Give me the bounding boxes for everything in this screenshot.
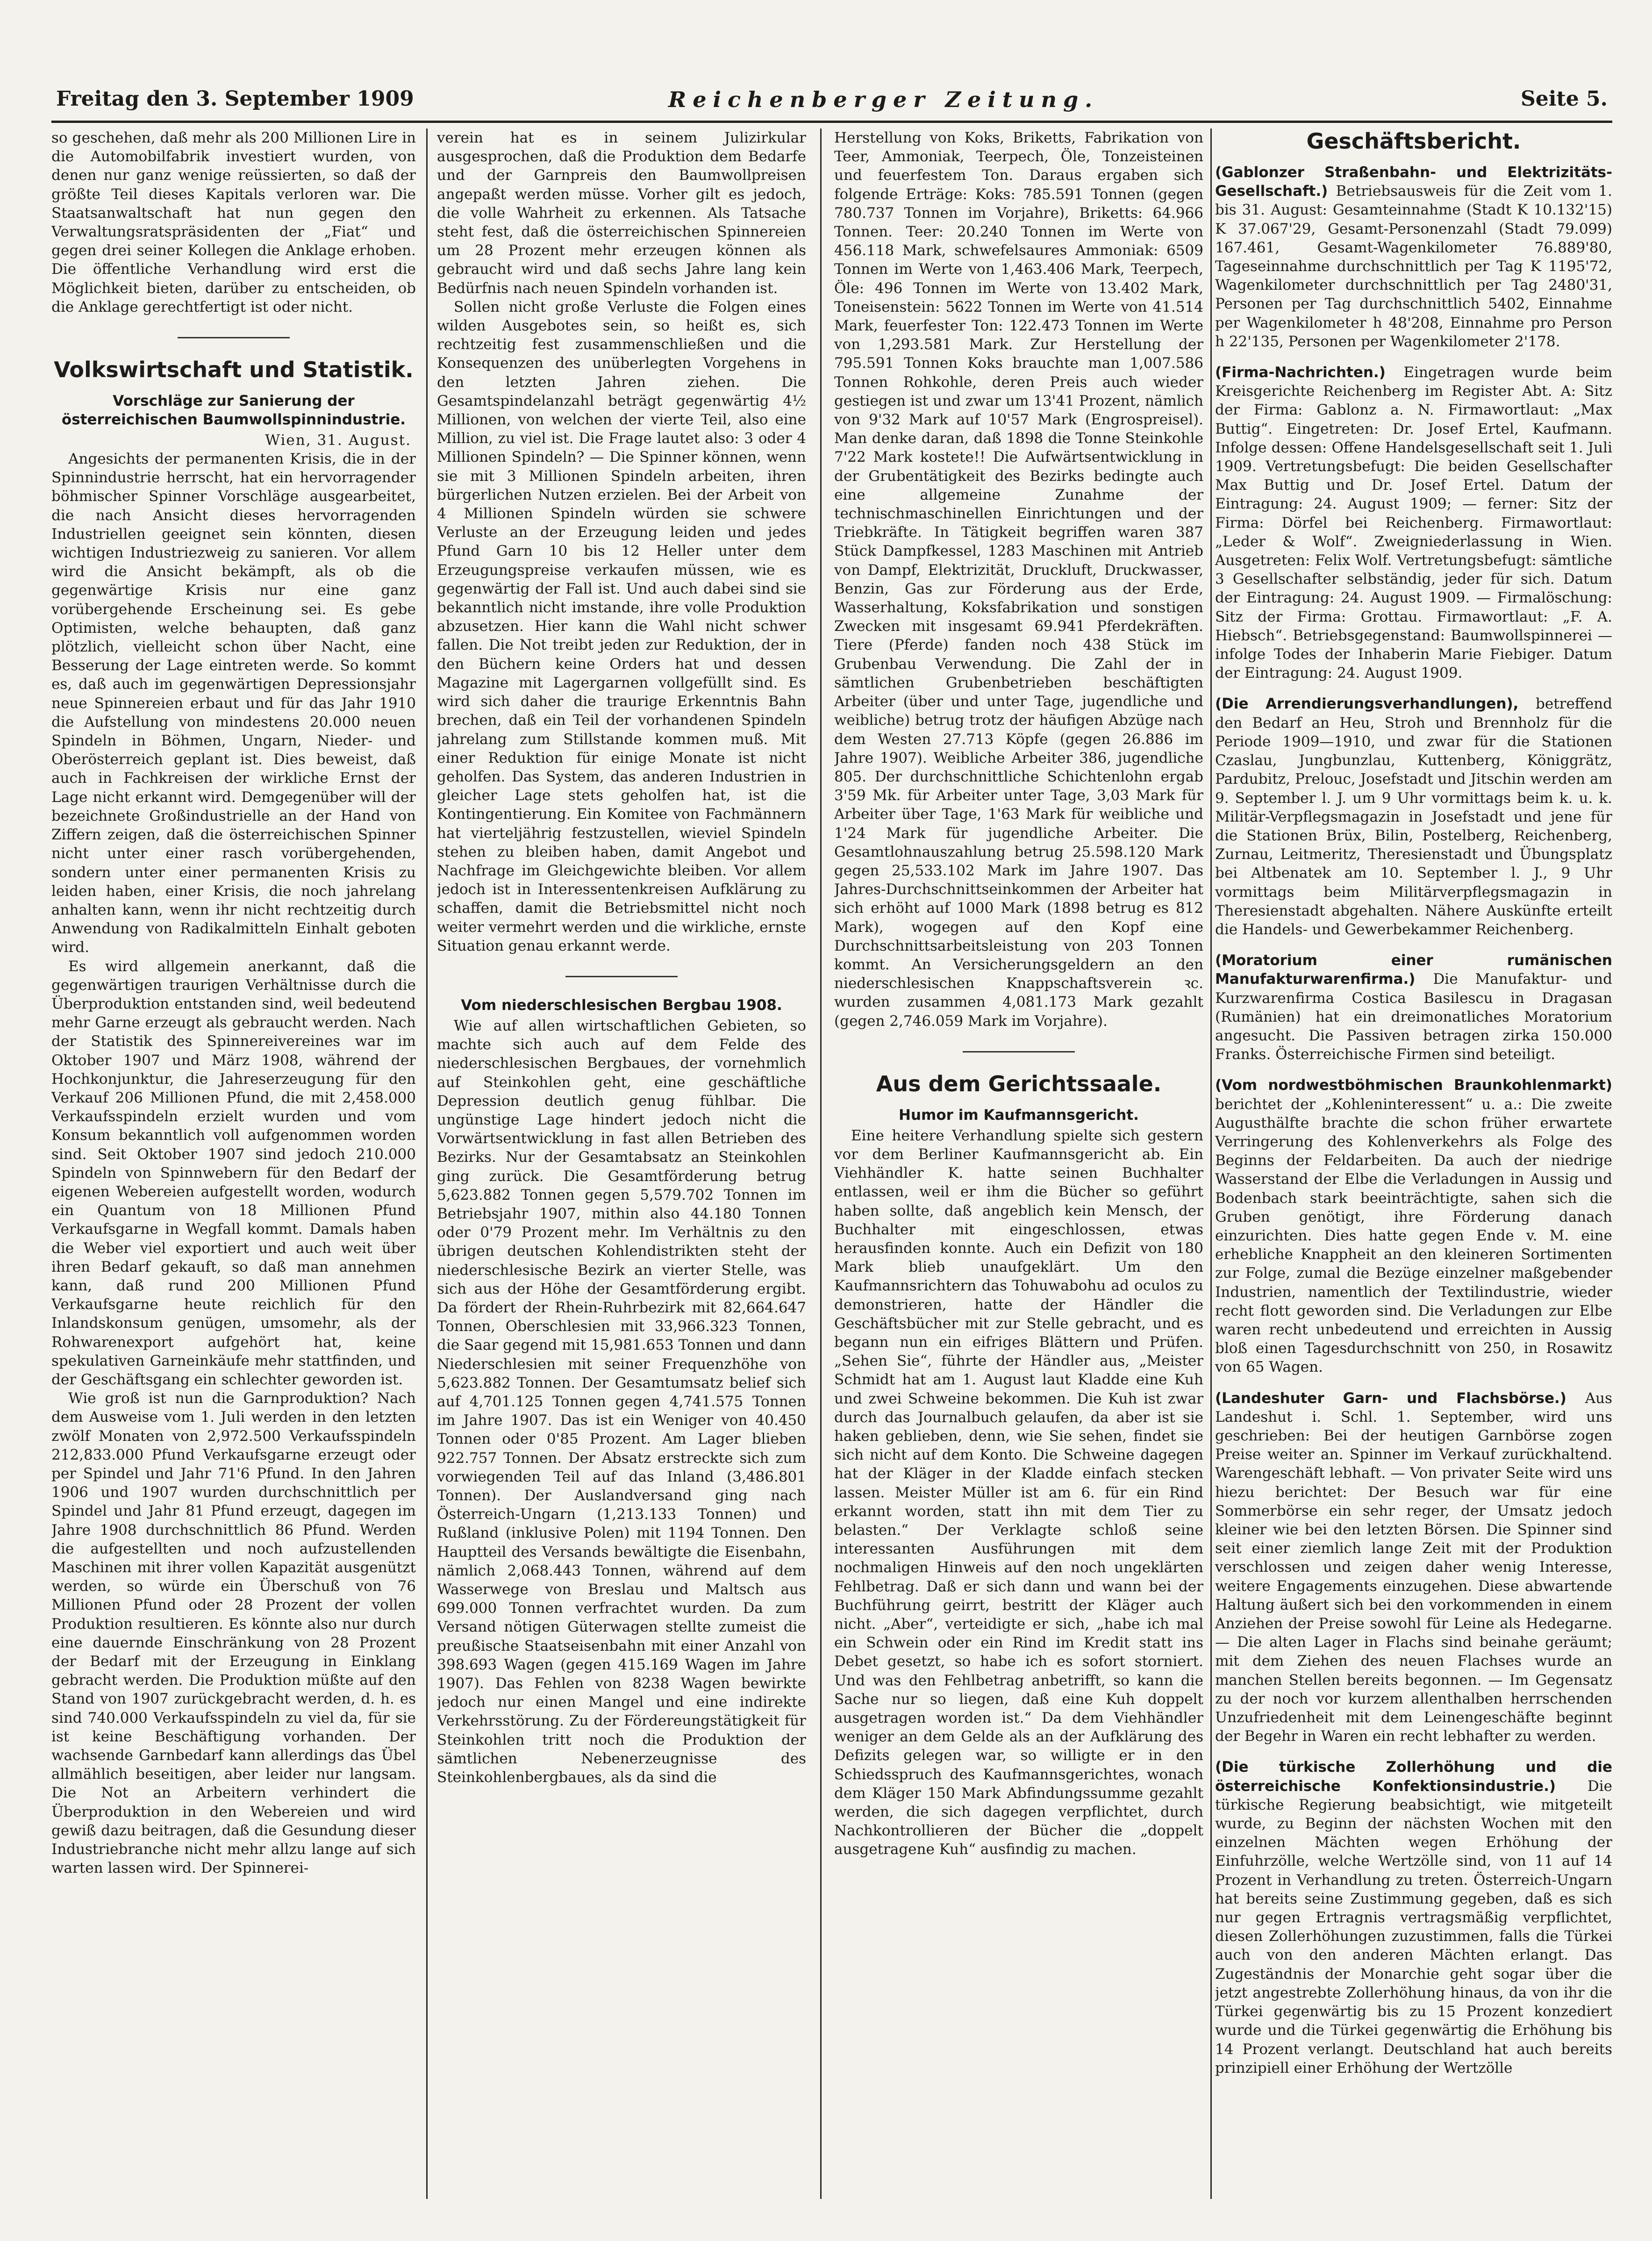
entry-body: Aus Landeshut i. Schl. 1. September, wird uns geschrieben: Bei der heutigen Garnbörse zogen Preise weiter an. Spinner im Verkauf zurückhaltend. Warengeschäft lebhaft. — Von privater Seite wird uns hiezu berichtet: Der Besuch war für eine Sommerbörse ein sehr reger, der Umsatz jedoch kleiner wie bei den letzten Börsen. Die Spinner sind seit einer ziemlich lange Zeit mit der Produktion verschlossen und zeigen daher wenig Interesse, weitere Engagements einzugehen. Diese abwartende Haltung äußert sich bei den vorkommenden in einem Anziehen der Preise sowohl für Leine als Hedegarne. — Die alten Lager in Flachs sind beinahe geräumt; mit dem Ziehen des neuen Flachses wurde an manchen Stellen bereits begonnen. — Im Gegensatz zu der noch vor kurzem allenthalben herrschenden Unzufriedenheit mit dem Leinengeschäfte beginnt der Begehr in Waren ein recht lebhafter zu werden.: [1215, 1389, 1612, 1745]
article-paragraph: Wie auf allen wirtschaftlichen Gebieten, so machte sich auch auf dem Felde des niederschlesischen Bergbaues, der vornehmlich auf Steinkohlen geht, eine geschäftliche Depression deutlich genug fühlbar. Die ungünstige Lage hindert jedoch nicht die Vorwärtsentwicklung in fast allen Betrieben des Bezirks. Nur der Gesamtabsatz an Steinkohlen ging zurück. Die Gesamtförderung betrug 5,623.882 Tonnen gegen 5,579.702 Tonnen im Betriebsjahr 1907, mithin also 44.180 Tonnen oder 0'79 Prozent mehr. Im Verhältnis zu den übrigen deutschen Kohlendistrikten steht der niederschlesische Bezirk an vierter Stelle, was sich aus der Höhe der Gesamtförderung ergibt. Da fördert der Rhein-Ruhrbezirk mit 82,664.647 Tonnen, Oberschlesien mit 33,966.323 Tonnen, die Saar gegend mit 15,981.653 Tonnen und dann Niederschlesien mit seiner Frequenzhöhe von 5,623.882 Tonnen. Der Gesamtumsatz belief sich auf 4,701.125 Tonnen gegen 4,741.575 Tonnen im Jahre 1907. Das ist ein Weniger von 40.450 Tonnen oder 0'85 Prozent. Am Lager blieben 922.757 Tonnen. Der Absatz erstreckte sich zum vorwiegenden Teil auf das Inland (3,486.801 Tonnen). Der Auslandversand ging nach Österreich-Ungarn (1,213.133 Tonnen) und Rußland (inklusive Polen) mit 1194 Tonnen. Den Hauptteil des Versands bewältigte die Eisenbahn, nämlich 2,068.443 Tonnen, während auf dem Wasserwege von Breslau und Maltsch aus 699.000 Tonnen verfrachtet wurden. Da zum Versand nötigen Güterwagen stellte zumeist die preußische Staatseisenbahn mit einer Anzahl von 398.693 Wagen (gegen 415.169 Wagen im Jahre 1907). Das Fehlen von 8238 Wagen bewirkte jedoch nur einen Mangel und eine indirekte Verkehrsstörung. Zu der Fördereungstätigkeit für Steinkohlen tritt noch die Produktion der sämtlichen Nebenerzeugnisse des Steinkohlenbergbaues, als da sind die: [437, 1017, 806, 1786]
report-entry: [1215, 1758, 1612, 2077]
separator-rule: [963, 1051, 1075, 1052]
column-1: [51, 129, 416, 2199]
entry-body: Die Manufaktur- und Kurzwarenfirma Costica Basilescu in Dragasan (Rumänien) hat ein dreimonatliches Moratorium angesucht. Die Passiven betragen zirka 150.000 Franks. Österreichische Firmen sind beteiligt.: [1215, 971, 1612, 1063]
column-2: [437, 129, 806, 2199]
entry-heading: (Vom nordwestböhmischen Braunkohlenmarkt): [1215, 1077, 1612, 1094]
entry-heading: (Moratorium einer rumänischen Manufakturwarenfirma.): [1215, 952, 1612, 988]
entry-heading: (Gablonzer Straßenbahn- und Elektrizitäts-Gesellschaft.): [1215, 164, 1612, 200]
column-4: [1215, 129, 1612, 2199]
entry-heading: (Landeshuter Garn- und Flachsbörse.): [1215, 1389, 1585, 1407]
column-rule: [1210, 129, 1212, 2199]
article-paragraph: verein hat es in seinem Julizirkular ausgesprochen, daß die Produktion dem Bedarfe und der Garnpreis den Baumwollpreisen angepaßt werden müsse. Vorher gilt es jedoch, die volle Wahrheit zu erkennen. Als Tatsache steht fest, daß die österreichischen Spinnereien um 28 Prozent mehr erzeugen können als gebraucht wird und daß sechs Jahre lang kein Bedürfnis nach neuen Spindeln vorhanden ist.: [437, 129, 806, 297]
entry-heading: (Firma-Nachrichten.): [1215, 364, 1404, 381]
report-entry: [1215, 1389, 1612, 1746]
separator-rule: [178, 337, 290, 338]
entry-heading: (Die Arrendierungsverhandlungen),: [1215, 695, 1536, 713]
entry-body: Eingetragen wurde beim Kreisgerichte Reichenberg im Register Abt. A: Sitz der Firma: Gablonz a. N. Firmawortlaut: „Max Buttig“. Eingetreten: Dr. Josef Ertel, Kaufmann. Infolge dessen: Offene Handelsgesellschaft seit 1. Juli 1909. Vertretungsbefugt: Die beiden Gesellschafter Max Buttig und Dr. Josef Ertel. Datum der Eintragung: 24. August 1909; — ferner: Sitz der Firma: Dörfel bei Reichenberg. Firmawortlaut: „Leder & Wolf“. Zweigniederlassung in Wien. Ausgetreten: Felix Wolf. Vertretungsbefugt: sämtliche 3 Gesellschafter selbständig, jeder für sich. Datum der Eintragung: 24. August 1909. — Firmalöschung: Sitz der Firma: Grottau. Firmawortlaut: „F. A. Hiebsch“. Betriebsgegenstand: Baumwollspinnerei — infolge Todes der Inhaberin Marie Fiebiger. Datum der Eintragung: 24. August 1909.: [1215, 364, 1612, 682]
article-title: Vorschläge zur Sanierung der österreichischen Baumwollspinnindustrie.: [61, 393, 406, 429]
entry-body: Betriebsausweis für die Zeit vom 1. bis 31. August: Gesamteinnahme (Stadt K 10.132'15) K 37.067'29, Gesamt-Personenzahl (Stadt 79.099) 167.461, Gesamt-Wagenkilometer 76.889'80, Tageseinnahme durchschnittlich per Tag K 1195'72, Wagenkilometer durchschnittlich per Tag 2480'31, Personen per Tag durchschnittlich 5402, Einnahme per Wagenkilometer h 48'208, Einnahme pro Person h 22'135, Personen per Wagenkilometer 2'178.: [1215, 183, 1612, 350]
section-title: Aus dem Gerichtssaale.: [876, 1071, 1162, 1096]
column-3: [834, 129, 1203, 2199]
column-rule: [426, 129, 428, 2199]
entry-heading: (Die türkische Zollerhöhung und die österreichische Konfektionsindustrie.): [1215, 1759, 1612, 1795]
article-paragraph: Eine heitere Verhandlung spielte sich gestern vor dem Berliner Kaufmannsgericht ab. Ein Viehhändler K. hatte seinen Buchhalter entlassen, weil er ihm die Bücher so geführt haben sollte, daß angeblich kein Mensch, der Buchhalter mit eingeschlossen, etwas herausfinden konnte. Auch ein Defizit von 180 Mark blieb unaufgeklärt. Um den Kaufmannsrichtern das Tohuwabohu ad oculos zu demonstrieren, hatte der Händler die Geschäftsbücher mit zur Stelle gebracht, und es begann nun ein eifriges Blättern und Prüfen. „Sehen Sie“, führte der Händler aus, „Meister Schmidt hat am 1. August laut Kladde eine Kuh und zwei Schweine bekommen. Die Kuh ist zwar durch das Journalbuch gelaufen, da aber ist sie haken geblieben, denn, wie Sie sehen, findet sie sich nicht auf dem Konto. Die Schweine dagegen hat der Kläger in der Kladde einfach stecken lassen. Meister Müller ist am 6. für ein Rind erkannt worden, statt ihn mit dem Tier zu belasten.“ Der Verklagte schloß seine interessanten Ausführungen mit dem nochmaligen Hinweis auf den noch ungeklärten Fehlbetrag. Daß er sich dann und wann bei der Buchführung geirrt, bestritt der Kläger auch nicht. „Aber“, verteidigte er sich, „habe ich mal ein Schwein oder ein Rind im Kredit statt ins Debet gesetzt, so habe ich es sofort storniert. Und was den Fehlbetrag anbetrifft, so kann die Sache nur so liegen, daß eine Kuh doppelt ausgetragen worden ist.“ Da dem Viehhändler weniger an dem Gelde als an der Aufklärung des Defizits gelegen war, so willigte er in den Schiedsspruch des Kaufmannsgerichtes, wonach dem Kläger 150 Mark Abfindungssumme gezahlt werden, die sich dagegen verpflichtet, durch Nachkontrollieren der Bücher die „doppelt ausgetragene Kuh“ ausfindig zu machen.: [834, 1127, 1203, 1858]
page-number: Seite 5.: [1520, 87, 1608, 111]
dateline: Wien, 31. August.: [265, 432, 411, 449]
article-continuation: so geschehen, daß mehr als 200 Millionen Lire in die Automobilfabrik investiert wurden, von denen nur ganz wenige reüssierten, so daß der größte Teil dieses Kapitals verloren war. Die Staatsanwaltschaft hat nun gegen den Verwaltungsratspräsidenten der „Fiat“ und gegen drei seiner Kollegen die Anklage erhoben. Die öffentliche Verhandlung wird erst die Möglichkeit bieten, darüber zu entscheiden, ob die Anklage gerechtfertigt ist oder nicht.: [51, 129, 416, 315]
article-paragraph: Es wird allgemein anerkannt, daß die gegenwärtigen traurigen Verhältnisse durch die Überproduktion entstanden sind, weil bedeutend mehr Garne erzeugt als gebraucht werden. Nach der Statistik des Spinnereivereines war im Oktober 1907 und März 1908, während der Hochkonjunktur, die Jahreserzeugung für den Verkauf 206 Millionen Pfund, die mit 2,458.000 Verkaufsspindeln erzielt wurden und vom Konsum bekanntlich voll aufgenommen worden sind. Seit Oktober 1907 sind jedoch 210.000 Spindeln von Spinnwebern für den Bedarf der eigenen Webereien aufgestellt worden, wodurch ein Quantum von 18 Millionen Pfund Verkaufsgarne in Wegfall kommt. Damals haben die Weber viel exportiert und auch weit über ihren Bedarf gekauft, so daß man annehmen kann, daß rund 200 Millionen Pfund Verkaufsgarne heute reichlich für den Inlandskonsum genügen, umsomehr, als der Rohwarenexport aufgehört hat, keine spekulativen Garneinkäufe mehr stattfinden, und der Geschäftsgang ein schlechter geworden ist.: [51, 958, 416, 1388]
article-title: Vom niederschlesischen Bergbau 1908.: [461, 996, 782, 1014]
page-header: [51, 83, 1612, 123]
article-paragraph: Sollen nicht große Verluste die Folgen eines wilden Ausgebotes sein, so heißt es, sich rechtzeitig fest zusammenschließen und die Konsequenzen des unüberlegten Vorgehens in den letzten Jahren ziehen. Die Gesamtspindelanzahl beträgt gegenwärtig 4½ Millionen, von welchen der vierte Teil, also eine Million, zu viel ist. Die Frage lautet also: 3 oder 4 Millionen Spindeln? — Die Spinner können, wenn sie mit 3 Millionen Spindeln arbeiten, ihren bürgerlichen Nutzen erzielen. Bei der Arbeit von 4 Millionen Spindeln würden sie schwere Verluste an der Erzeugung leiden und jedes Pfund Garn 10 bis 12 Heller unter dem Erzeugungspreise verkaufen müssen, wie es gegenwärtig der Fall ist. Und auch dabei sind sie bekanntlich nicht imstande, ihre volle Produktion abzusetzen. Hier kann die Wahl nicht schwer fallen. Die Not treibt jeden zur Reduktion, der in den Büchern keine Orders hat und dessen Magazine mit Lagergarnen vollgefüllt sind. Es wird sich daher die traurige Erkenntnis Bahn brechen, daß ein Teil der vorhandenen Spindeln jahrelang zum Stillstande kommen muß. Mit einer Reduktion für einige Monate ist nicht geholfen. Das System, das anderen Industrien in gleicher Lage stets geholfen hat, ist die Kontingentierung. Ein Komitee von Fachmännern hat vierteljährig festzustellen, wieviel Spindeln stehen zu bleiben haben, damit Angebot und Nachfrage im Gleichgewichte bleiben. Vor allem jedoch ist in Interessentenkreisen Aufklärung zu schaffen, damit die Betriebsmittel nicht noch weiter vermehrt werden und die wirkliche, ernste Situation genau erkannt werde.: [437, 298, 806, 954]
section-title: Geschäftsbericht.: [1306, 129, 1521, 154]
section-title: Volkswirtschaft und Statistik.: [54, 357, 414, 383]
article-title: Humor im Kaufmannsgericht.: [899, 1106, 1139, 1124]
report-entry: [1215, 1076, 1612, 1376]
entry-body: Die türkische Regierung beabsichtigt, wie mitgeteilt wurde, zu Beginn der nächsten Wochen mit den einzelnen Mächten wegen Erhöhung der Einfuhrzölle, welche Wertzölle sind, von 11 auf 14 Prozent in Verhandlung zu treten. Österreich-Ungarn hat bereits seine Zustimmung gegeben, daß es sich nur gegen Ertragnis vertragsmäßig verpflichtet, diesen Zollerhöhungen zuzustimmen, falls die Türkei auch von den anderen Mächten erlangt. Das Zugeständnis der Monarchie geht sogar über die jetzt angestrebte Zollerhöhung hinaus, da von ihr die Türkei gegenwärtig bis zu 15 Prozent konzediert wurde und die Türkei gegenwärtig die Erhöhung bis 14 Prozent verlangt. Deutschland hat auch bereits prinzipiell einer Erhöhung der Wertzölle: [1215, 1777, 1612, 2076]
report-entry: [1215, 163, 1612, 351]
report-entry: [1215, 951, 1612, 1064]
article-paragraph: Angesichts der permanenten Krisis, die in der Spinnindustrie herrscht, hat ein hervorragender böhmischer Spinner Vorschläge ausgearbeitet, die nach Ansicht dieses hervorragenden Industriellen geeignet sein könnten, diesen wichtigen Industriezweig zu sanieren. Vor allem wird die Ansicht bekämpft, als ob die gegenwärtige Krisis nur eine ganz vorübergehende Erscheinung sei. Es gebe Optimisten, welche behaupten, daß ganz plötzlich, vielleicht schon über Nacht, eine Besserung der Lage eintreten werde. So kommt es, daß auch im gegenwärtigen Depressionsjahr neue Spinnereien erbaut und für das Jahr 1910 die Aufstellung von mindestens 20.000 neuen Spindeln in Böhmen, Ungarn, Nieder- und Oberösterreich geplant ist. Dies beweist, daß auch in Fachkreisen der wirkliche Ernst der Lage nicht erkannt wird. Demgegenüber will der bezeichnete Großindustrielle an der Hand von Ziffern zeigen, daß die österreichischen Spinner nicht unter einer rasch vorübergehenden, sondern unter einer permanenten Krisis zu leiden haben, einer Krisis, die noch jahrelang anhalten kann, wenn ihr nicht rechtzeitig durch Anwendung von Radikalmitteln Einhalt geboten wird.: [51, 451, 416, 956]
entry-body: berichtet der „Kohleninteressent“ u. a.: Die zweite Augusthälfte brachte die schon früher erwartete Verringerung des Kohlenverkehrs als Folge des Beginns der Feldarbeiten. Da auch der niedrige Wasserstand der Elbe die Verladungen in Aussig und Bodenbach stark beeinträchtigte, sahen sich die Gruben genötigt, ihre Förderung danach einzurichten. Dies hatte gegen Ende v. M. eine erhebliche Knappheit an den kleineren Sortimenten zur Folge, zumal die Bezüge einzelner maßgebender Industrien, namentlich der Textilindustrie, wieder recht flott geworden sind. Die Verladungen zur Elbe waren recht unbedeutend und erreichten in Aussig bloß einen Tagesdurchschnitt von 250, in Rosawitz von 65 Wagen.: [1215, 1095, 1612, 1376]
report-entry: [1215, 694, 1612, 939]
article-paragraph: Herstellung von Koks, Briketts, Fabrikation von Teer, Ammoniak, Teerpech, Öle, Tonzeisteinen und feuerfestem Ton. Daraus ergaben sich folgende Erträge: Koks: 785.591 Tonnen (gegen 780.737 Tonnen im Vorjahre), Briketts: 64.966 Tonnen. Teer: 20.240 Tonnen im Werte von 456.118 Mark, schwefelsaures Ammoniak: 6509 Tonnen im Werte von 1,463.406 Mark, Teerpech, Öle: 496 Tonnen im Werte von 13.402 Mark, Toneisenstein: 5622 Tonnen im Werte von 41.514 Mark, feuerfester Ton: 122.473 Tonnen im Werte von 1,293.581 Mark. Zur Herstellung der 795.591 Tonnen Koks brauchte man 1,007.586 Tonnen Rohkohle, deren Preis auch wieder gestiegen ist und zwar um 13'41 Prozent, nämlich von 9'32 Mark auf 10'57 Mark (Engrospreisel). Man denke daran, daß 1898 die Tonne Steinkohle 7'22 Mark kostete!! Die Aufwärtsentwicklung in der Grubentätigkeit des Bezirks bedingte auch eine allgemeine Zunahme der technischmaschinellen Einrichtungen und der Triebkräfte. In Tätigkeit begriffen waren 387 Stück Dampfkessel, 1283 Maschinen mit Antrieb von Dampf, Elektrizität, Druckluft, Druckwasser, Benzin, Gas zur Förderung aus der Erde, Wasserhaltung, Koksfabrikation und sonstigen Zwecken mit insgesamt 69.941 Pferdekräften. Tiere (Pferde) fanden noch 438 Stück im Grubenbau Verwendung. Die Zahl der in sämtlichen Grubenbetrieben beschäftigten Arbeiter (über und unter Tage, jugendliche und weibliche) betrug trotz der häufigen Abzüge nach dem Westen 27.713 Köpfe (gegen 26.886 im Jahre 1907). Weibliche Arbeiter 386, jugendliche 805. Der durchschnittliche Schichtenlohn ergab 3'59 Mk. für Arbeiter unter Tage, 3,03 Mark für Arbeiter über Tage, 1'63 Mark für weibliche und 1'24 Mark für jugendliche Arbeiter. Die Gesamtlohnauszahlung betrug 25.598.120 Mark gegen 25,533.102 Mark im Jahre 1907. Das Jahres-Durchschnittseinkommen der Arbeiter hat sich erhöht auf 1000 Mark (1898 betrug es 812 Mark), wogegen auf den Kopf eine Durchschnittsarbeitsleistung von 203 Tonnen kommt. An Versicherungsgeldern an den niederschlesischen Knappschaftsverein ꝛc. wurden zusammen 4,081.173 Mark gezahlt (gegen 2,746.059 Mark im Vorjahre).: [834, 129, 1203, 1030]
separator-rule: [565, 976, 678, 977]
article-paragraph: Wie groß ist nun die Garnproduktion? Nach dem Ausweise vom 1. Juli werden in den letzten zwölf Monaten von 2,972.500 Verkaufsspindeln 212,833.000 Pfund Verkaufsgarne erzeugt oder per Spindel und Jahr 71'6 Pfund. In den Jahren 1906 und 1907 wurden durchschnittlich per Spindel und Jahr 81 Pfund erzeugt, dagegen im Jahre 1908 durchschnittlich 86 Pfund. Werden die aufgestellten und noch aufzustellenden Maschinen mit ihrer vollen Kapazität ausgenützt werden, so würde ein Überschuß von 76 Millionen Pfund oder 28 Prozent der vollen Produktion resultieren. Es könnte also nur durch eine dauernde Einschränkung von 28 Prozent der Bedarf mit der Erzeugung in Einklang gebracht werden. Die Produktion müßte auf den Stand von 1907 zurückgebracht werden, d. h. es sind 740.000 Verkaufsspindeln zu viel da, für sie ist keine Beschäftigung vorhanden. Der wachsende Garnbedarf kann allerdings das Übel allmählich beseitigen, aber leider nur langsam. Die Not an Arbeitern verhindert die Überproduktion in den Webereien und wird gewiß dazu beitragen, daß die Gesundung dieser Industriebranche nicht mehr allzu lange auf sich warten lassen wird. Der Spinnerei-: [51, 1390, 416, 1877]
column-rule: [820, 129, 822, 2199]
report-entry: [1215, 363, 1612, 682]
header-date: Freitag den 3. September 1909: [56, 87, 414, 111]
entry-body: betreffend den Bedarf an Heu, Stroh und Brennholz für die Periode 1909—1910, und zwar für die Stationen Czaslau, Jungbunzlau, Kuttenberg, Königgrätz, Pardubitz, Prelouc, Josefstadt und Jitschin werden am 9. September l. J. um 9 Uhr vormittags beim k. u. k. Militär-Verpflegsmagazin in Josefstadt und jene für die Stationen Brüx, Bilin, Postelberg, Reichenberg, Zurnau, Leitmeritz, Theresienstadt und Übungsplatz bei Altbenatek am 10. September l. J., 9 Uhr vormittags beim Militärverpflegsmagazin in Theresienstadt abgehalten. Nähere Auskünfte erteilt die Handels- und Gewerbekammer Reichenberg.: [1215, 695, 1612, 938]
masthead-title: Reichenberger Zeitung.: [668, 87, 1099, 112]
